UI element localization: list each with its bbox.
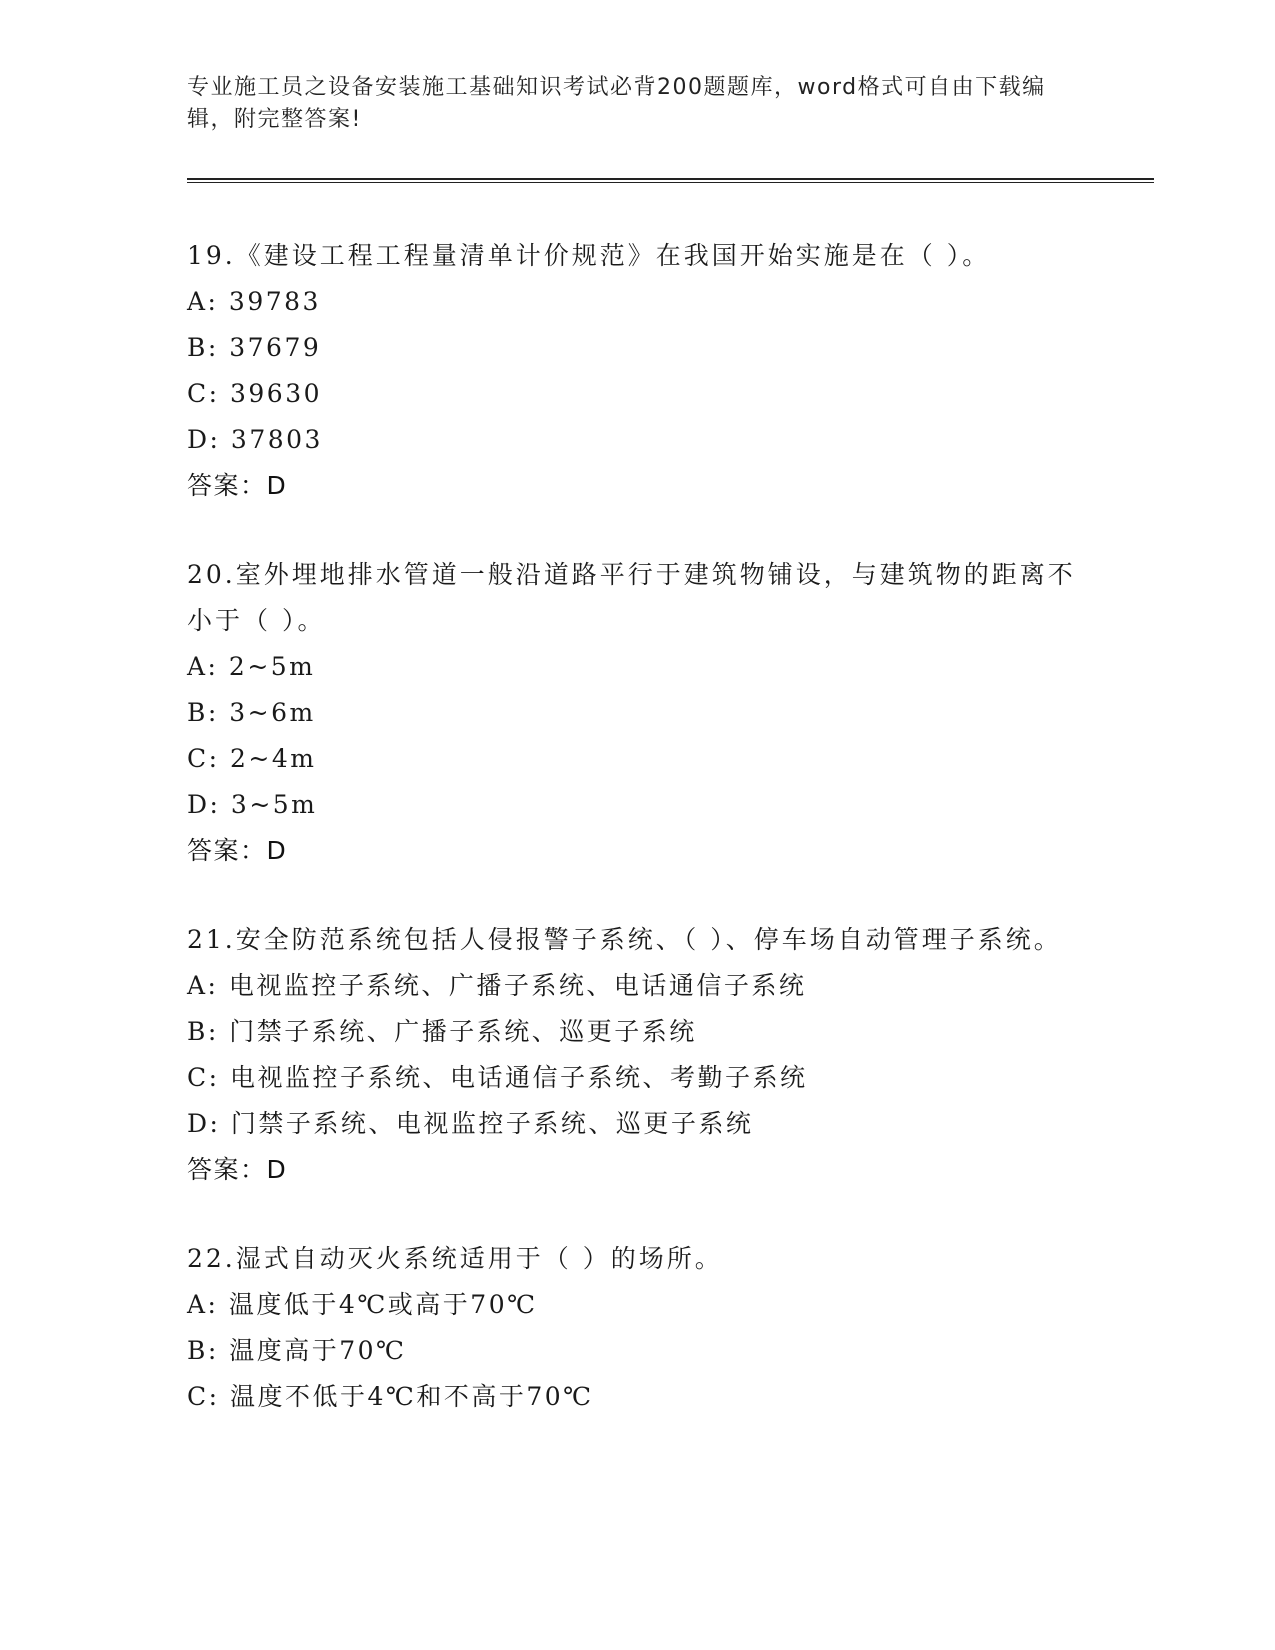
option-a: A: 电视监控子系统、广播子系统、电话通信子系统 (187, 971, 807, 1000)
option-c: C: 电视监控子系统、电话通信子系统、考勤子系统 (187, 1063, 808, 1092)
option-d: D: 3~5m (187, 790, 318, 819)
question-20 (187, 552, 1087, 874)
option-b: B: 3~6m (187, 698, 316, 727)
option-b: B: 温度高于70℃ (187, 1336, 407, 1365)
option-a: A: 39783 (187, 287, 321, 316)
question-stem: 22.湿式自动灭火系统适用于（ ）的场所。 (187, 1244, 723, 1273)
answer-text: 答案：D (187, 471, 288, 500)
option-a: A: 2~5m (187, 652, 316, 681)
question-list (187, 233, 1087, 1463)
option-d: D: 门禁子系统、电视监控子系统、巡更子系统 (187, 1109, 754, 1138)
question-stem: 21.安全防范系统包括人侵报警子系统、（ ）、停车场自动管理子系统。 (187, 925, 1062, 954)
header-divider (187, 178, 1154, 183)
option-c: C: 2~4m (187, 744, 317, 773)
answer-text: 答案：D (187, 836, 288, 865)
question-stem: 19.《建设工程工程量清单计价规范》在我国开始实施是在（ ）。 (187, 241, 991, 270)
option-c: C: 39630 (187, 379, 323, 408)
option-c: C: 温度不低于4℃和不高于70℃ (187, 1382, 594, 1411)
option-b: B: 37679 (187, 333, 322, 362)
question-22 (187, 1236, 1087, 1420)
question-stem: 20.室外埋地排水管道一般沿道路平行于建筑物铺设，与建筑物的距离不小于（ ）。 (187, 560, 1076, 635)
option-d: D: 37803 (187, 425, 323, 454)
option-a: A: 温度低于4℃或高于70℃ (187, 1290, 538, 1319)
question-21 (187, 917, 1087, 1193)
answer-text: 答案：D (187, 1155, 288, 1184)
question-19 (187, 233, 1087, 509)
option-b: B: 门禁子系统、广播子系统、巡更子系统 (187, 1017, 697, 1046)
document-header-title: 专业施工员之设备安装施工基础知识考试必背200题题库，word格式可自由下载编辑，附完整答案! (187, 75, 1046, 132)
